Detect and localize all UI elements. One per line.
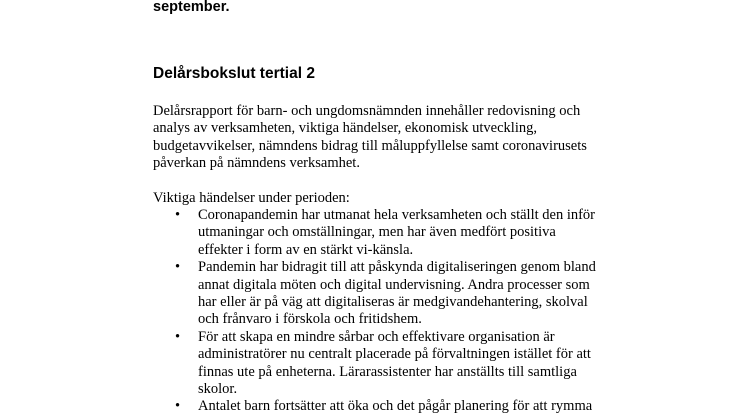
intro-line: Delårsrapport för barn- och ungdomsnämnden innehåller redovisning och: [153, 103, 581, 119]
events-bullet-list: [153, 207, 653, 416]
bullet-line: Pandemin har bidragit till att påskynda digitaliseringen genom bland: [198, 259, 596, 276]
bullet-line: effekter i form av en stärkt vi-känsla.: [198, 241, 414, 258]
previous-section-fragment: september.: [153, 0, 230, 15]
section-heading: Delårsbokslut tertial 2: [153, 65, 315, 82]
bullet-icon: •: [175, 207, 181, 223]
bullet-icon: •: [175, 328, 181, 345]
bullet-line: Antalet barn fortsätter att öka och det pågår planering för att rymma: [198, 398, 593, 415]
bullet-line: och frånvaro i förskola och fritidshem.: [198, 311, 422, 328]
bullet-line: finnas ute på enheterna. Lärarassistenter har anställts till samtliga: [198, 363, 577, 380]
bullet-icon: •: [175, 398, 181, 415]
list-item: [153, 398, 653, 415]
bullet-line: För att skapa en mindre sårbar och effektivare organisation är: [198, 328, 555, 345]
bullet-line: administratörer nu centralt placerade på förvaltningen istället för att: [198, 346, 591, 363]
bullet-line: har eller är på väg att digitaliseras är medgivandehantering, skolval: [198, 294, 588, 311]
intro-line: analys av verksamheten, viktiga händelser, ekonomisk utveckling,: [153, 120, 537, 137]
bullet-line: skolor.: [198, 381, 238, 398]
list-item: [153, 259, 653, 329]
intro-paragraph: [153, 103, 623, 173]
bullet-line: Coronapandemin har utmanat hela verksamheten och ställt den inför: [198, 207, 596, 223]
intro-line: påverkan på nämndens verksamhet.: [153, 155, 360, 172]
bullet-icon: •: [175, 259, 181, 276]
bullet-line: annat digitala möten och digital undervisning. Andra processer som: [198, 276, 590, 293]
events-label: Viktiga händelser under perioden:: [153, 190, 350, 206]
intro-line: budgetavvikelser, nämndens bidrag till måluppfyllelse samt coronavirusets: [153, 137, 587, 154]
bullet-line: utmaningar och omställningar, men har även medfört positiva: [198, 224, 556, 241]
list-item: [153, 329, 653, 399]
list-item: [153, 207, 653, 259]
